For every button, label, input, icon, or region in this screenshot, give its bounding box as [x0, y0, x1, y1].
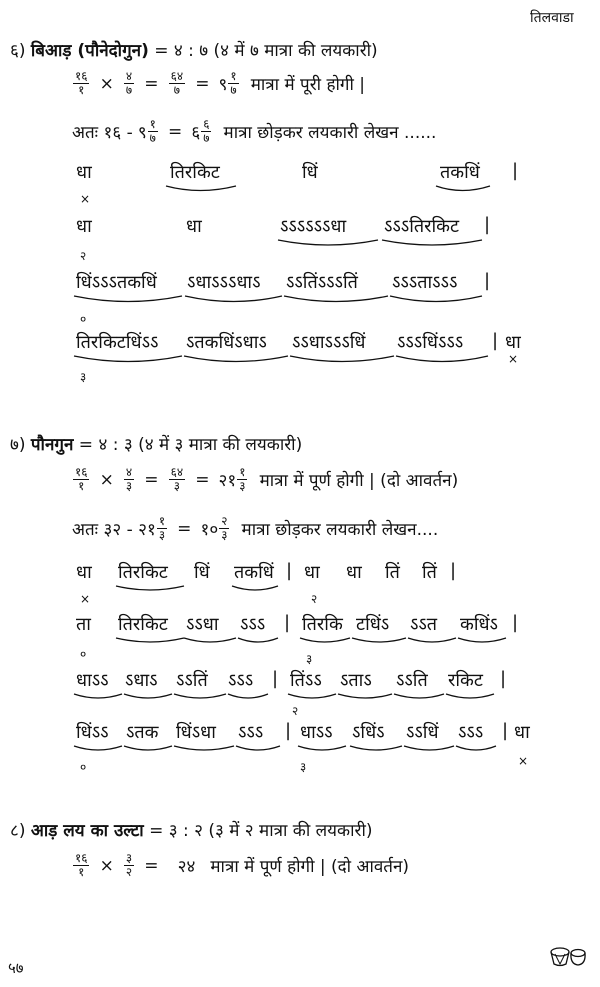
bol: तिरकिट [118, 614, 168, 635]
bol: ऽतक [126, 722, 159, 743]
fraction: $\frac{१}{७}$ [230, 69, 237, 97]
bol: ऽऽतिंऽऽऽतिं [286, 272, 358, 293]
bol: धाऽऽ [76, 670, 109, 691]
taal-mark: × [518, 754, 529, 768]
bol: ऽऽति [396, 670, 428, 691]
bar-line: | [285, 720, 292, 741]
taal-mark: ० [80, 312, 87, 326]
section-7-equation-2: अतः ३२ - २१ $\frac{१}{३}$ = १० $\frac{२}{३}$ मात्रा छोड़कर लयकारी लेखन.... [72, 514, 439, 542]
fraction: $\frac{१}{३}$ [239, 465, 246, 493]
bol: रकिट [448, 670, 483, 691]
bol: ऽऽऽ [228, 670, 254, 691]
section-8-equation-1: $\frac{१६}{१}$ × $\frac{३}{२}$ = २४ मात्रा में पूर्ण होगी | (दो आवर्तन) [75, 851, 410, 879]
bol: धा [76, 162, 92, 183]
bol: धिंऽऽऽतकधिं [76, 272, 157, 293]
section-number: ६) [10, 41, 26, 61]
bol: धा [505, 332, 521, 353]
bol: तिरकिट [170, 162, 220, 183]
bol: तकधिं [440, 162, 480, 183]
section-ratio: = ४ : ३ (४ में ३ मात्रा की लयकारी) [78, 435, 303, 455]
fraction: $\frac{६४}{३}$ [170, 465, 184, 493]
fraction: $\frac{२}{३}$ [221, 514, 228, 542]
bar-line: | [512, 160, 519, 181]
bar-line: | [450, 560, 457, 581]
bol: ऽऽऽ [458, 722, 484, 743]
bol: तिं [385, 562, 400, 583]
page-header-title: तिलवाडा [530, 10, 574, 26]
bol: ऽधाऽऽऽधाऽ [187, 272, 261, 293]
section-ratio: = ४ : ७ (४ में ७ मात्रा की लयकारी) [154, 41, 378, 61]
bar-line: | [284, 612, 291, 633]
bol: धा [304, 562, 320, 583]
bol: ऽऽऽधिंऽऽऽ [397, 332, 464, 353]
bol: ऽऽऽताऽऽऽ [392, 272, 458, 293]
bol: ऽऽतिं [176, 670, 208, 691]
section-ratio: = ३ : २ (३ में २ मात्रा की लयकारी) [149, 821, 373, 841]
taal-mark: २ [311, 592, 318, 606]
fraction: $\frac{४}{७}$ [125, 69, 133, 97]
taal-mark: ० [80, 647, 87, 661]
fraction: $\frac{४}{३}$ [125, 465, 133, 493]
bol: ऽऽधा [186, 614, 219, 635]
bar-line: | [512, 612, 519, 633]
fraction: $\frac{१६}{१}$ [75, 465, 88, 493]
bol: धा [346, 562, 362, 583]
page-number: ५७ [8, 959, 24, 977]
taal-mark: ० [80, 760, 87, 774]
section-number: ७) [10, 435, 26, 455]
bol: ऽऽऽ [238, 722, 264, 743]
taal-mark: ३ [300, 760, 307, 774]
fraction: $\frac{३}{२}$ [125, 851, 133, 879]
bar-line: | [500, 668, 507, 689]
bol: ऽधाऽ [125, 670, 158, 691]
taal-mark: × [80, 192, 91, 206]
bol: ता [76, 614, 91, 635]
bol: ऽऽत [410, 614, 438, 635]
section-6-equation-1: $\frac{१६}{१}$ × $\frac{४}{७}$ = $\frac{६४}{७}$ = ९ $\frac{१}{७}$ मात्रा में पूरी होगी | [75, 69, 365, 97]
bol: धिं [194, 562, 210, 583]
bol: धा [186, 216, 202, 237]
fraction: $\frac{६४}{७}$ [170, 69, 184, 97]
bar-line: | [484, 270, 491, 291]
fraction: $\frac{१६}{१}$ [75, 851, 88, 879]
section-6-equation-2: अतः १६ - ९ $\frac{१}{७}$ = ६ $\frac{६}{७}$ मात्रा छोड़कर लयकारी लेखन ...... [72, 117, 437, 145]
bol: ऽतकधिंऽधाऽ [186, 332, 267, 353]
bar-line: | [272, 668, 279, 689]
bol: कधिंऽ [460, 614, 498, 635]
bol: धा [76, 216, 92, 237]
bol: तकधिं [234, 562, 274, 583]
bol: ऽताऽ [340, 670, 372, 691]
section-number: ८) [10, 821, 26, 841]
section-7-equation-1: $\frac{१६}{१}$ × $\frac{४}{३}$ = $\frac{६४}{३}$ = २१ $\frac{१}{३}$ मात्रा में पूर्ण होगी | (दो आवर्तन) [75, 465, 459, 493]
bol: ऽऽऽतिरकिट [384, 216, 460, 237]
bol: टधिंऽ [356, 614, 390, 635]
section-title: बिआड़ (पौनेदोगुन) [30, 41, 149, 61]
bol: ऽऽधाऽऽऽधिं [292, 332, 366, 353]
fraction: $\frac{१}{३}$ [158, 514, 166, 542]
bar-line: | [492, 330, 499, 351]
bol: धाऽऽ [300, 722, 333, 743]
taal-mark: ३ [80, 370, 87, 384]
fraction: $\frac{१६}{१}$ [75, 69, 88, 97]
fraction: $\frac{१}{७}$ [149, 117, 156, 145]
bol: ऽऽधिं [406, 722, 439, 743]
bol: धा [514, 722, 530, 743]
bol: तिंऽऽ [290, 670, 322, 691]
bol: तिं [422, 562, 437, 583]
taal-mark: २ [80, 249, 87, 263]
bol: धिंऽऽ [76, 722, 109, 743]
bol: ऽऽऽ [240, 614, 266, 635]
bol: तिरकि [302, 614, 343, 635]
bar-line: | [502, 720, 509, 741]
bar-line: | [286, 560, 293, 581]
fraction: $\frac{६}{७}$ [203, 117, 210, 145]
taal-mark: ३ [306, 652, 313, 666]
taal-mark: २ [292, 704, 299, 718]
bol: तिरकिटधिंऽऽ [76, 332, 159, 353]
taal-mark: × [508, 352, 519, 366]
section-title: पौनगुन [30, 435, 74, 455]
bol: धा [76, 562, 92, 583]
bol: ऽऽऽऽऽऽधा [280, 216, 347, 237]
bol: ऽधिंऽ [352, 722, 385, 743]
bol: धिंऽधा [176, 722, 216, 743]
taal-mark: × [80, 592, 91, 606]
bol: धिं [302, 162, 318, 183]
bar-line: | [484, 214, 491, 235]
bol: तिरकिट [118, 562, 168, 583]
section-title: आड़ लय का उल्टा [30, 821, 144, 841]
